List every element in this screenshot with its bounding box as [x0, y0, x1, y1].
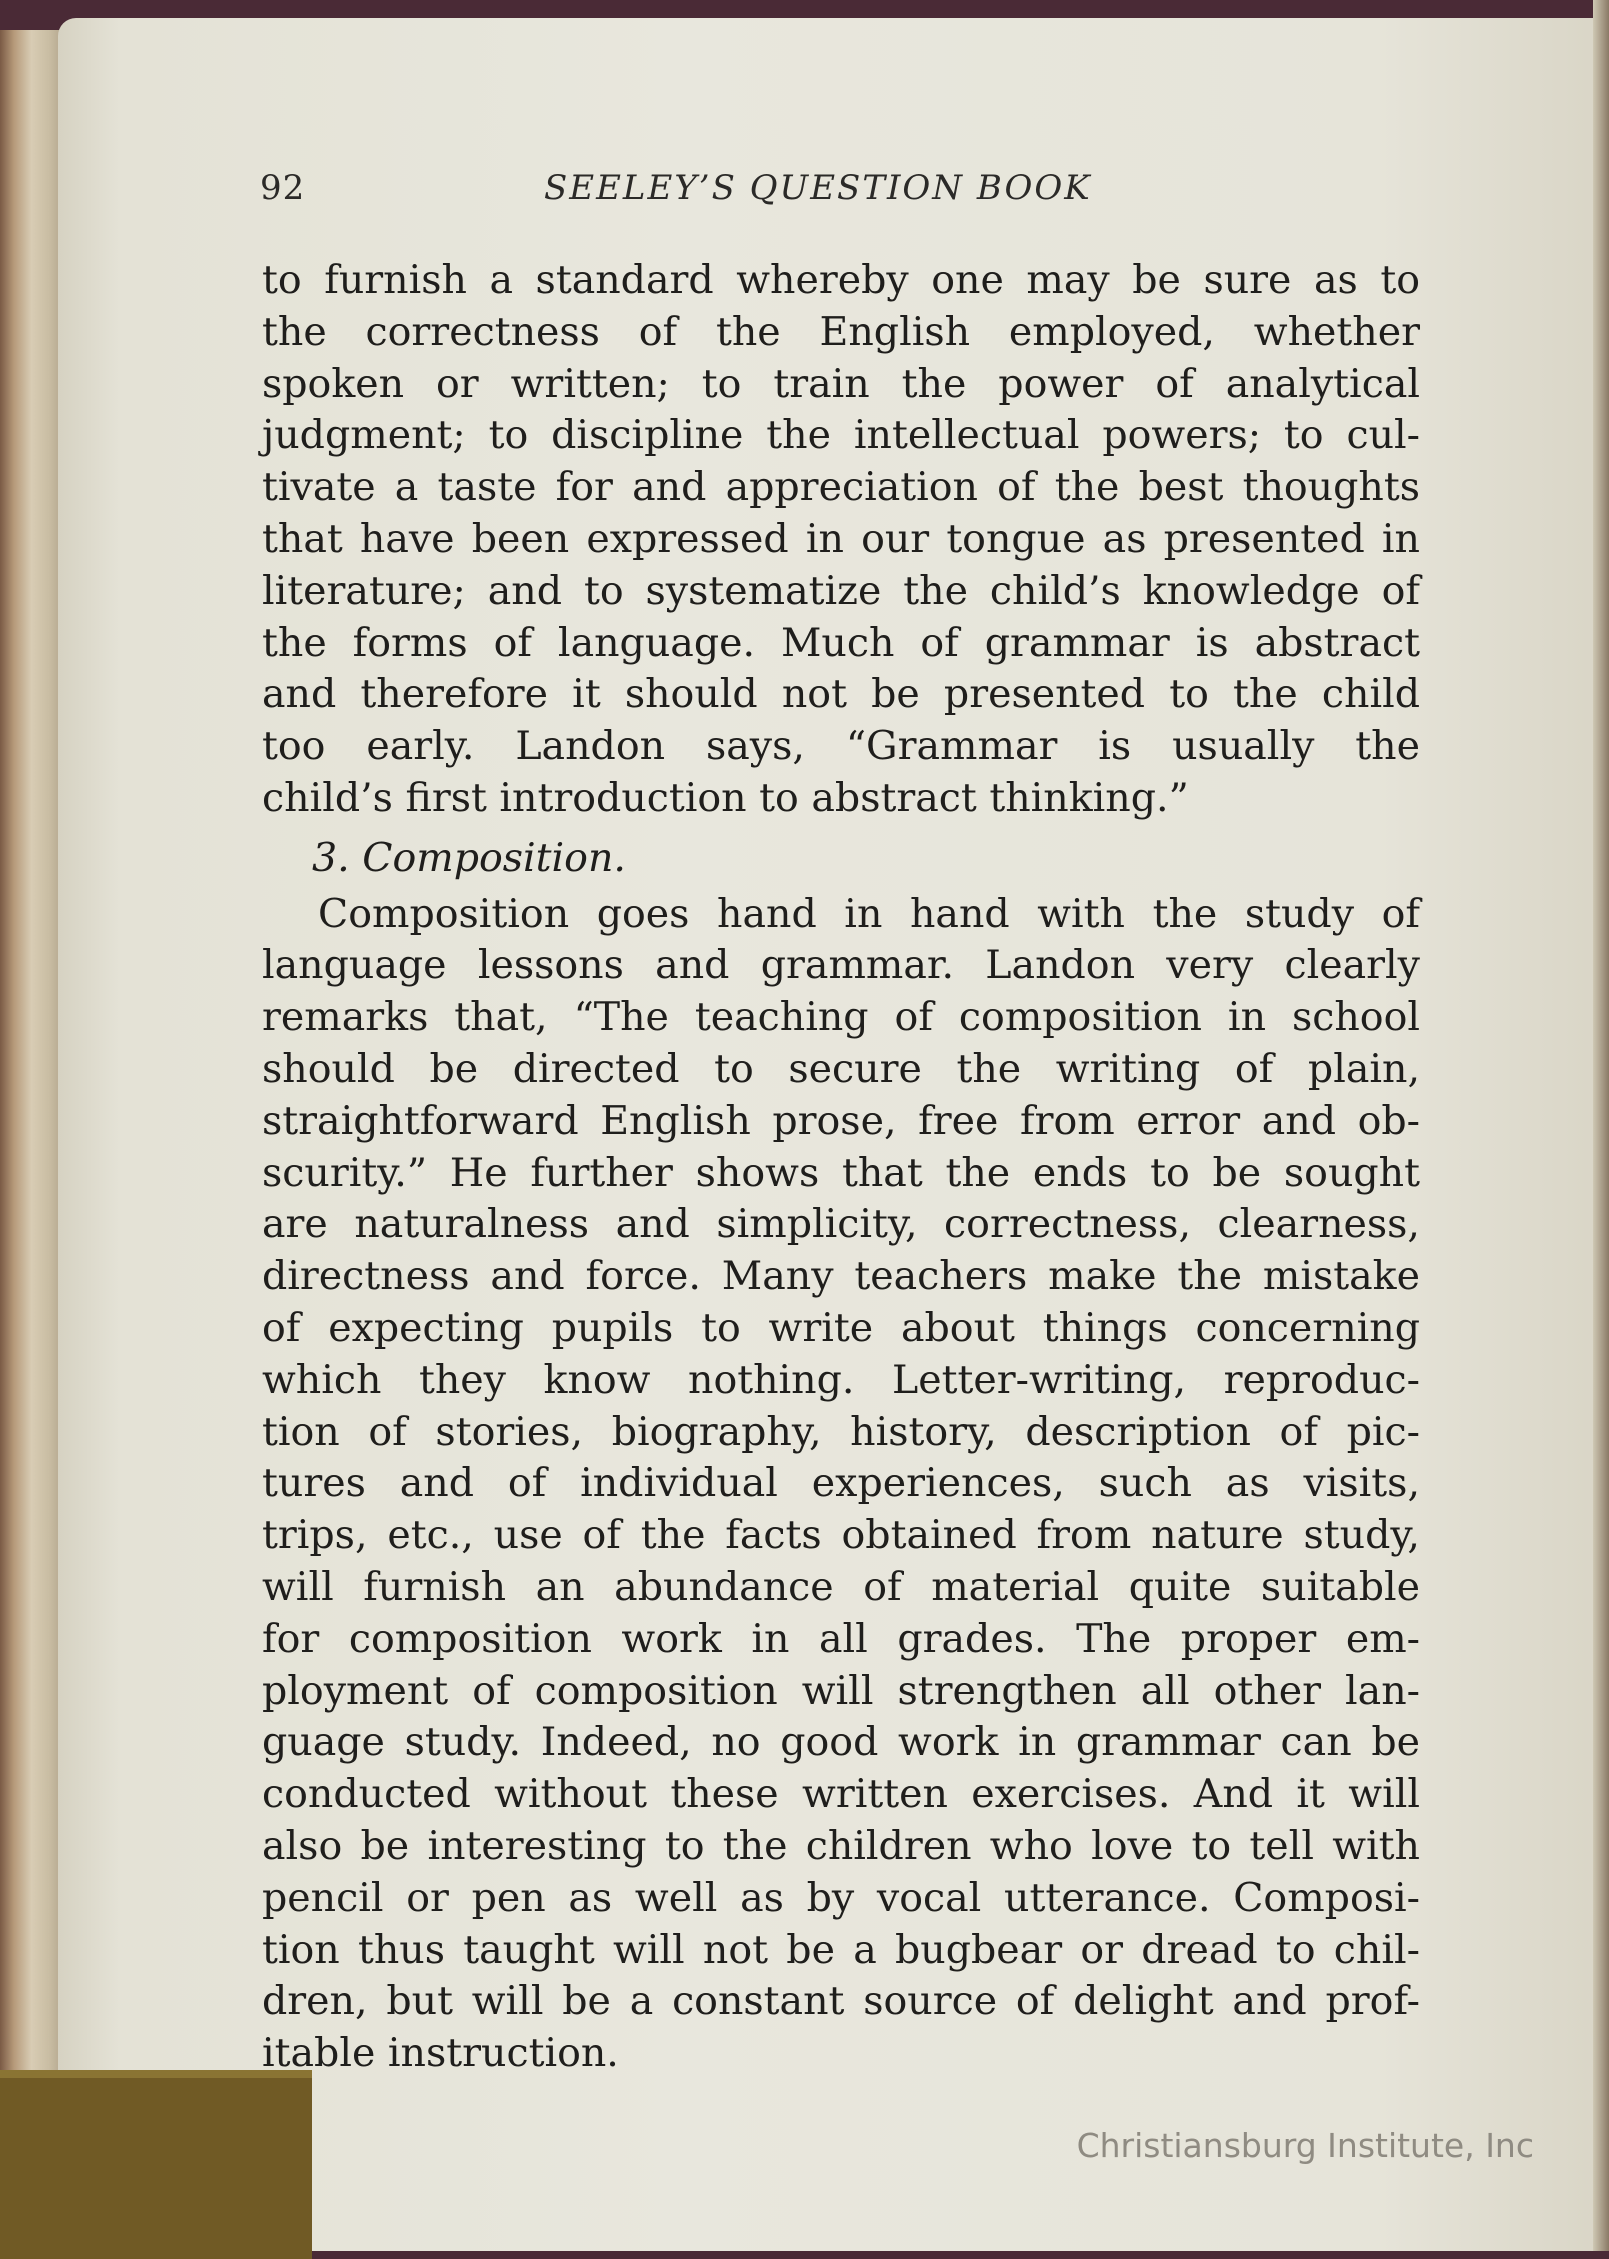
text-line: are naturalness and simplicity, correctness, clearness,	[262, 1201, 1420, 1248]
text-line: remarks that, “The teaching of composition in school	[262, 994, 1420, 1041]
text-line: directness and force. Many teachers make the mistake	[262, 1253, 1420, 1300]
running-head	[260, 168, 1420, 218]
text-line: straightforward English prose, free from error and ob-	[262, 1097, 1420, 1144]
text-line: literature; and to systematize the child’s knowledge of	[262, 567, 1420, 614]
text-line: will furnish an abundance of material quite suitable	[262, 1563, 1420, 1610]
text-line: tion thus taught will not be a bugbear or dread to chil-	[262, 1926, 1420, 1973]
text-line: for composition work in all grades. The proper em-	[262, 1615, 1420, 1662]
text-line: judgment; to discipline the intellectual powers; to cul-	[262, 412, 1420, 459]
text-line: should be directed to secure the writing of plain,	[262, 1045, 1420, 1092]
text-line: of expecting pupils to write about things concerning	[262, 1304, 1420, 1351]
text-line: to furnish a standard whereby one may be sure as to	[262, 257, 1420, 303]
text-line: that have been expressed in our tongue as presented in	[262, 515, 1420, 562]
text-line: the forms of language. Much of grammar is abstract	[262, 619, 1420, 666]
text-line: also be interesting to the children who love to tell with	[262, 1822, 1420, 1869]
text-line: which they know nothing. Letter-writing, reproduc-	[262, 1356, 1420, 1403]
body-text	[262, 255, 1420, 2080]
text-line: scurity.” He further shows that the ends to be sought	[262, 1149, 1420, 1196]
book-right-edge	[1593, 0, 1609, 2251]
text-line: Composition goes hand in hand with the study of	[318, 890, 1420, 937]
watermark: Christiansburg Institute, Inc	[1076, 2126, 1534, 2165]
page-number: 92	[260, 168, 306, 208]
text-line: too early. Landon says, “Grammar is usually the	[262, 723, 1420, 770]
text-line: and therefore it should not be presented to the child	[262, 671, 1420, 718]
text-line: ployment of composition will strengthen all other lan-	[262, 1667, 1420, 1714]
running-title: SEELEY’S QUESTION BOOK	[544, 168, 1092, 208]
book-cover-corner	[0, 2070, 312, 2259]
text-line: language lessons and grammar. Landon very clearly	[262, 942, 1420, 989]
text-line: guage study. Indeed, no good work in grammar can be	[262, 1719, 1420, 1766]
text-line: dren, but will be a constant source of delight and prof-	[262, 1978, 1420, 2025]
text-line: child’s first introduction to abstract thinking.”	[262, 774, 1189, 821]
text-line: tion of stories, biography, history, description of pic-	[262, 1408, 1420, 1455]
text-line: spoken or written; to train the power of analytical	[262, 360, 1420, 407]
text-line: conducted without these written exercises. And it will	[262, 1771, 1420, 1818]
text-line: tivate a taste for and appreciation of the best thoughts	[262, 464, 1420, 511]
text-line: tures and of individual experiences, such as visits,	[262, 1460, 1420, 1507]
section-heading: 3. Composition.	[312, 834, 626, 881]
text-line: itable instruction.	[262, 2030, 619, 2077]
text-line: trips, etc., use of the facts obtained from nature study,	[262, 1512, 1420, 1559]
text-line: the correctness of the English employed, whether	[262, 308, 1420, 355]
text-line: pencil or pen as well as by vocal utterance. Composi-	[262, 1874, 1420, 1921]
